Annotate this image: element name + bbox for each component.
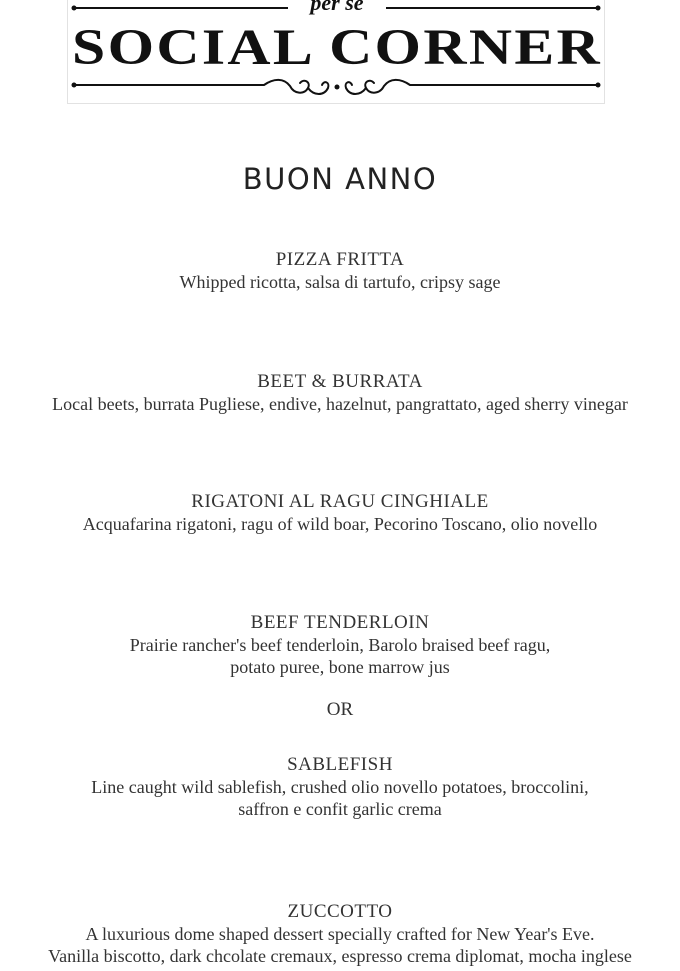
course-name: SABLEFISH [287, 754, 393, 775]
course-description: A luxurious dome shaped dessert specially crafted for New Year's Eve. [85, 924, 595, 944]
course-description-line2: Vanilla biscotto, dark chcolate cremaux, espresso crema diplomat, mocha inglese [48, 946, 632, 966]
restaurant-logo [67, 0, 605, 104]
logo-artwork [68, 0, 605, 104]
course-name: RIGATONI AL RAGU CINGHIALE [191, 491, 489, 512]
course-beet-burrata [0, 371, 680, 415]
course-pizza-fritta [0, 249, 680, 293]
course-name: BEEF TENDERLOIN [250, 612, 430, 633]
course-description: Acquafarina rigatoni, ragu of wild boar, Pecorino Toscano, olio novello [82, 514, 598, 534]
menu-title: BUON ANNO [242, 162, 438, 196]
course-description: Line caught wild sablefish, crushed olio novello potatoes, broccolini, [91, 777, 589, 797]
course-sablefish [0, 754, 680, 820]
logo-tagline: per se [310, 0, 364, 15]
course-description: Prairie rancher's beef tenderloin, Barolo braised beef ragu, [129, 635, 551, 655]
course-zuccotto [0, 901, 680, 967]
course-description-line2: potato puree, bone marrow jus [230, 657, 450, 677]
course-name: PIZZA FRITTA [275, 249, 405, 270]
course-name: ZUCCOTTO [287, 901, 393, 922]
or-divider: OR [326, 699, 354, 720]
flourish-ornament [264, 80, 410, 94]
logo-name: SOCIAL CORNER [72, 20, 602, 76]
course-name: BEET & BURRATA [257, 371, 423, 392]
course-description: Local beets, burrata Pugliese, endive, hazelnut, pangrattato, aged sherry vinegar [52, 394, 628, 414]
course-rigatoni [0, 491, 680, 535]
course-description: Whipped ricotta, salsa di tartufo, cripsy sage [179, 272, 501, 292]
course-beef-tenderloin [0, 612, 680, 678]
course-description-line2: saffron e confit garlic crema [238, 799, 442, 819]
